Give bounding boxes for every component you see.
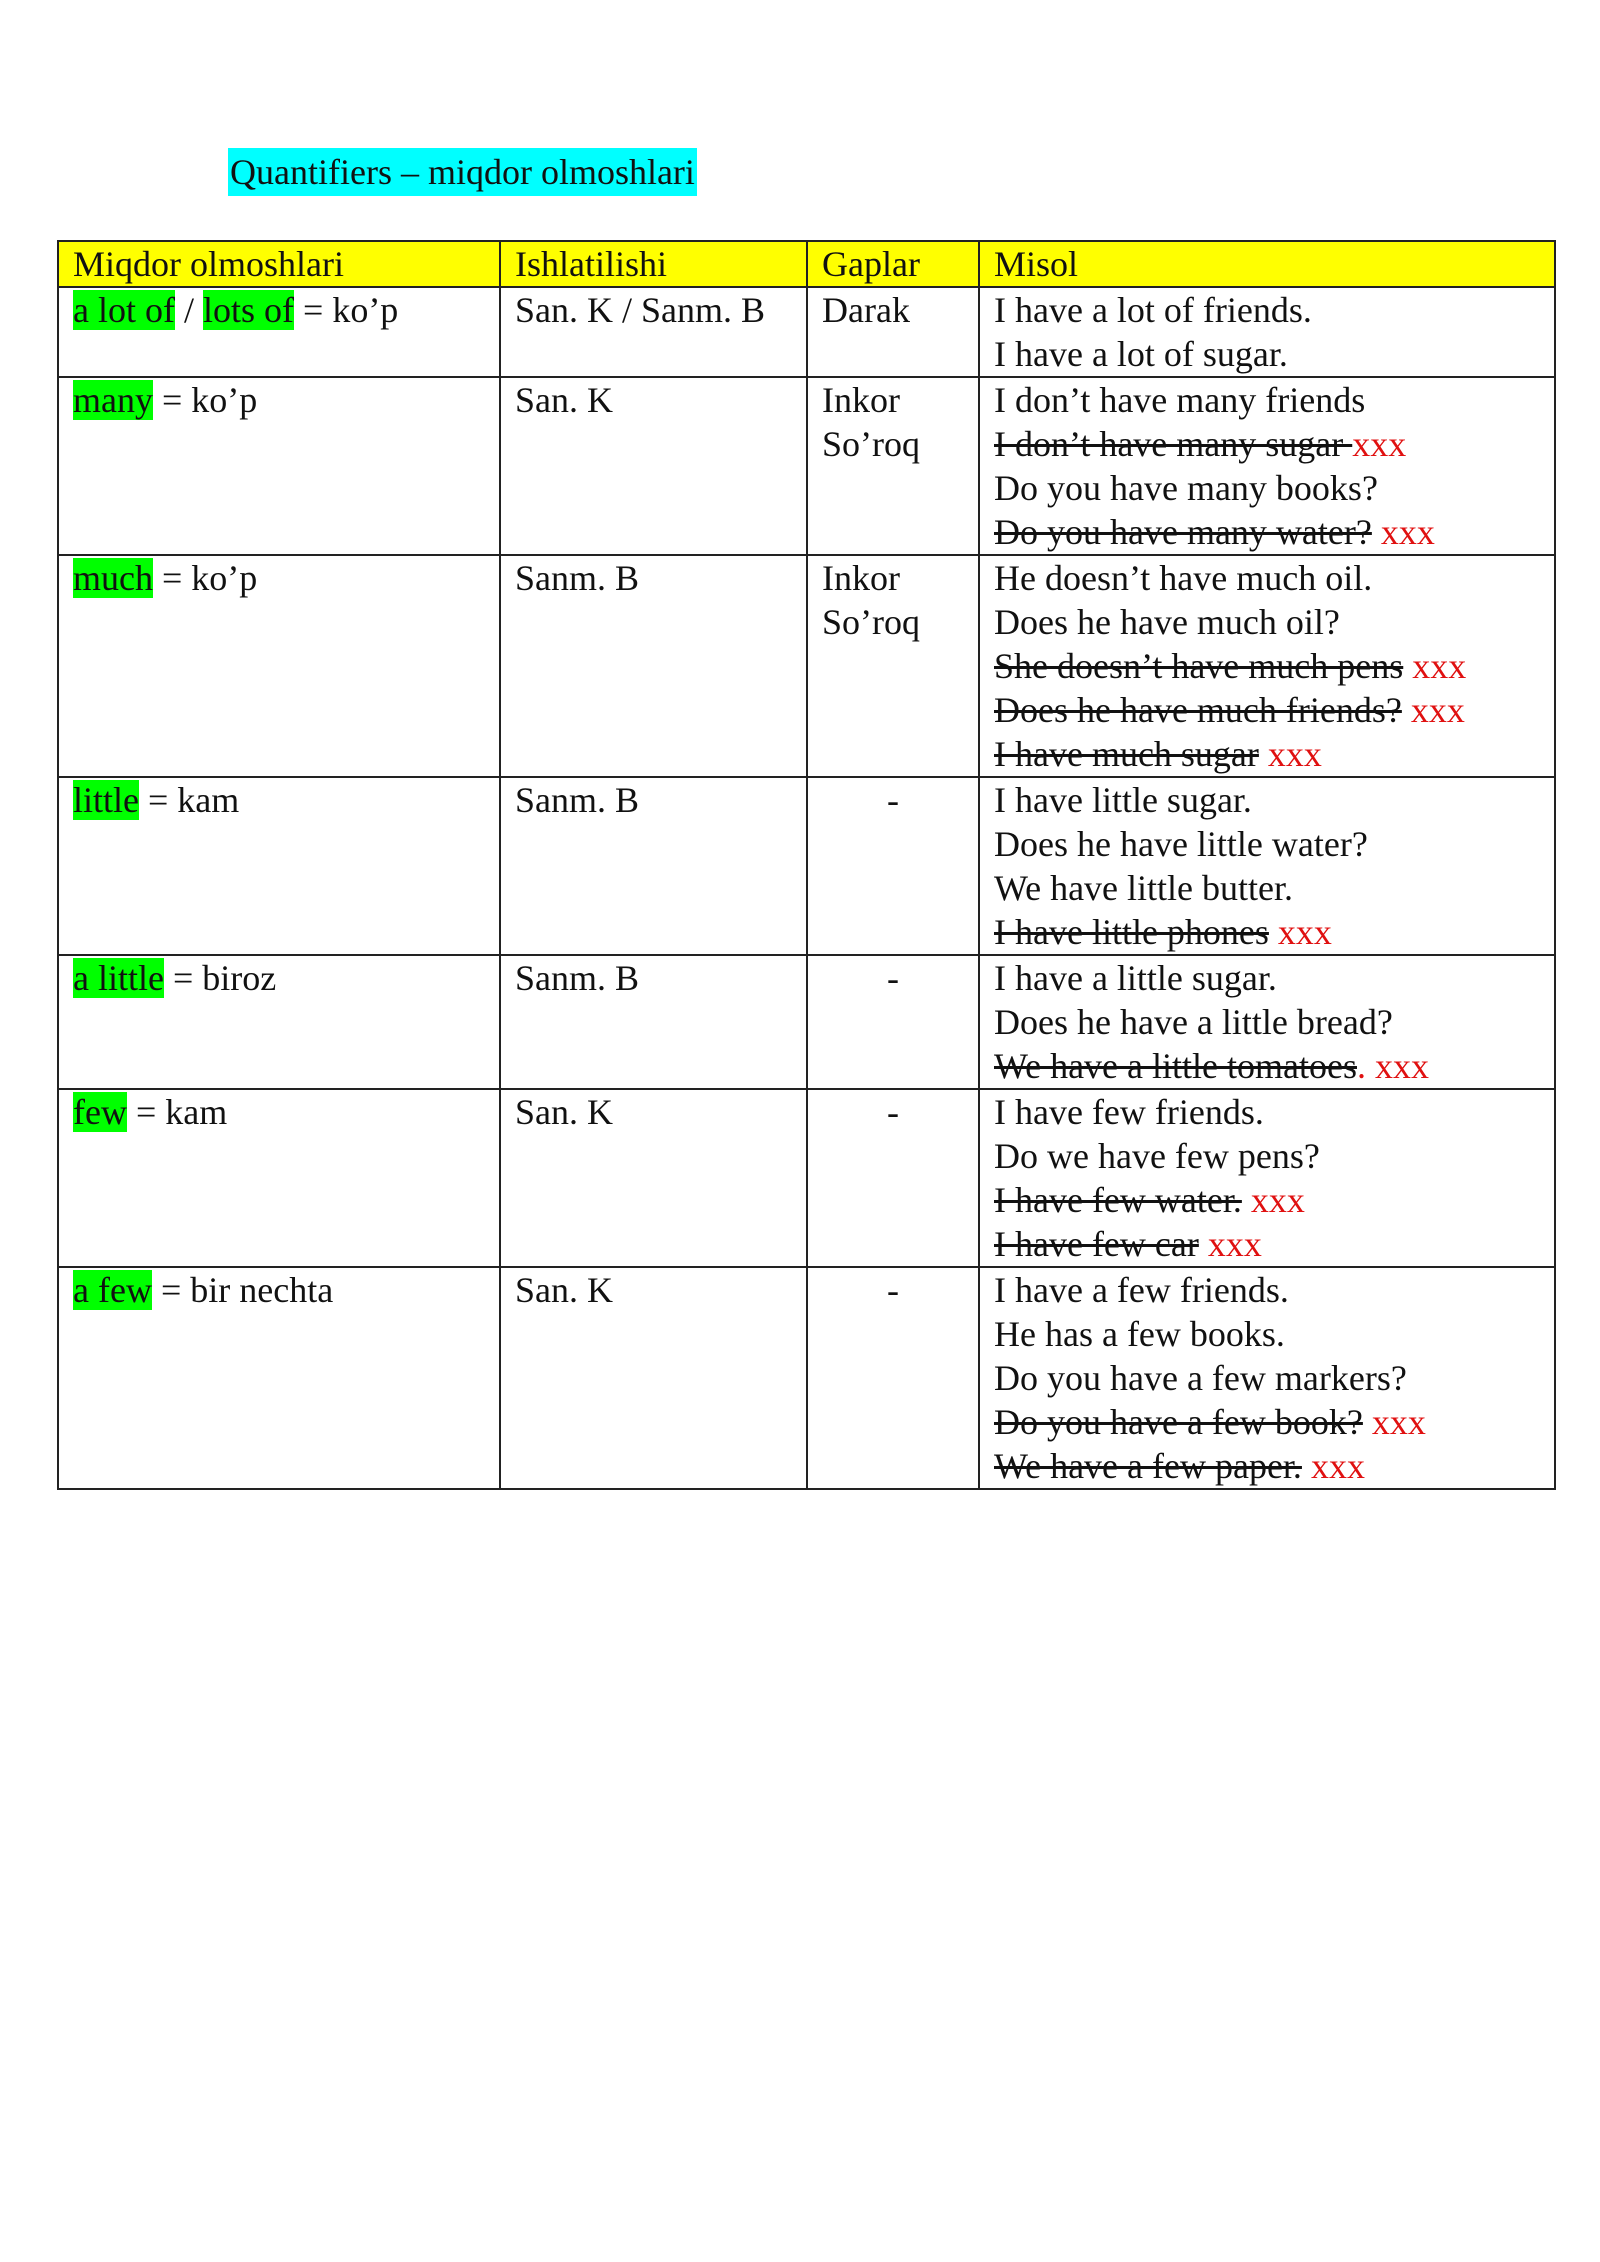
quantifier-cell — [58, 1089, 500, 1267]
usage-cell: San. K / Sanm. B — [500, 287, 807, 377]
examples-cell — [979, 1089, 1555, 1267]
wrong-example — [994, 1444, 1554, 1488]
sentence-type-cell — [807, 555, 979, 777]
error-mark: xxx — [1352, 424, 1407, 464]
example-sentence: I have a lot of sugar. — [994, 334, 1288, 374]
header-quantifiers: Miqdor olmoshlari — [58, 241, 500, 287]
example-sentence: I have few friends. — [994, 1092, 1264, 1132]
struck-sentence: We have a few paper. — [994, 1446, 1302, 1486]
sentence-type: Darak — [822, 290, 910, 330]
usage-cell: San. K — [500, 1267, 807, 1489]
sentence-type-cell: - — [807, 955, 979, 1089]
error-mark: xxx — [1268, 912, 1332, 952]
example-sentence: He has a few books. — [994, 1314, 1285, 1354]
example-sentence: Do we have few pens? — [994, 1136, 1320, 1176]
example-sentence: Do you have a few markers? — [994, 1358, 1407, 1398]
example-sentence: He doesn’t have much oil. — [994, 558, 1373, 598]
example-sentence: I have a few friends. — [994, 1270, 1289, 1310]
wrong-example — [994, 1044, 1554, 1088]
sentence-type-cell: - — [807, 777, 979, 955]
quantifier-meaning: = bir nechta — [151, 1270, 334, 1310]
quantifier-meaning: = biroz — [163, 958, 277, 998]
sentence-type: So’roq — [822, 602, 920, 642]
error-mark: xxx — [1403, 646, 1467, 686]
usage-cell: San. K — [500, 377, 807, 555]
quantifier-term: little — [73, 780, 139, 820]
header-sentence-types: Gaplar — [807, 241, 979, 287]
quantifier-cell — [58, 955, 500, 1089]
wrong-example — [994, 422, 1554, 466]
separator: / — [174, 290, 203, 330]
table-row — [58, 1267, 1555, 1489]
usage-cell: San. K — [500, 1089, 807, 1267]
header-examples: Misol — [979, 241, 1555, 287]
error-mark: xxx — [1241, 1180, 1305, 1220]
example-sentence: Does he have much oil? — [994, 602, 1340, 642]
quantifier-term: much — [73, 558, 153, 598]
sentence-type-cell — [807, 377, 979, 555]
quantifier-meaning: = kam — [139, 780, 240, 820]
example-sentence: I have little sugar. — [994, 780, 1252, 820]
usage-cell: Sanm. B — [500, 955, 807, 1089]
table-row — [58, 377, 1555, 555]
usage-cell: Sanm. B — [500, 777, 807, 955]
quantifier-cell — [58, 377, 500, 555]
usage-cell: Sanm. B — [500, 555, 807, 777]
struck-sentence: I don’t have many sugar — [994, 424, 1353, 464]
quantifiers-table — [57, 240, 1556, 1490]
wrong-example — [994, 1222, 1554, 1266]
table-row — [58, 1089, 1555, 1267]
sentence-type-cell — [807, 287, 979, 377]
quantifier-meaning: = ko’p — [294, 290, 399, 330]
examples-cell — [979, 377, 1555, 555]
sentence-type: So’roq — [822, 424, 920, 464]
error-mark: xxx — [1301, 1446, 1365, 1486]
header-usage: Ishlatilishi — [500, 241, 807, 287]
wrong-example — [994, 644, 1554, 688]
sentence-type-cell: - — [807, 1089, 979, 1267]
quantifier-term: many — [73, 380, 153, 420]
wrong-example — [994, 1178, 1554, 1222]
example-sentence: Does he have little water? — [994, 824, 1368, 864]
quantifier-cell — [58, 777, 500, 955]
quantifier-cell — [58, 287, 500, 377]
examples-cell — [979, 1267, 1555, 1489]
table-row — [58, 777, 1555, 955]
struck-sentence: Does he have much friends? — [994, 690, 1402, 730]
examples-cell — [979, 777, 1555, 955]
examples-cell — [979, 287, 1555, 377]
quantifier-term: a little — [73, 958, 164, 998]
struck-sentence: I have little phones — [994, 912, 1269, 952]
error-mark: . xxx — [1356, 1046, 1429, 1086]
quantifier-meaning: = ko’p — [152, 380, 258, 420]
example-sentence: We have little butter. — [994, 868, 1294, 908]
quantifier-term: a lot of — [73, 290, 175, 330]
wrong-example — [994, 910, 1554, 954]
examples-cell — [979, 555, 1555, 777]
error-mark: xxx — [1258, 734, 1322, 774]
example-sentence: I have a lot of friends. — [994, 290, 1312, 330]
example-sentence: Does he have a little bread? — [994, 1002, 1393, 1042]
table-header-row — [58, 241, 1555, 287]
struck-sentence: We have a little tomatoes — [994, 1046, 1357, 1086]
table-row — [58, 287, 1555, 377]
examples-cell — [979, 955, 1555, 1089]
quantifier-meaning: = ko’p — [152, 558, 258, 598]
wrong-example — [994, 732, 1554, 776]
example-sentence: I don’t have many friends — [994, 380, 1366, 420]
quantifier-cell — [58, 1267, 500, 1489]
struck-sentence: I have much sugar — [994, 734, 1259, 774]
sentence-type: Inkor — [822, 380, 900, 420]
example-sentence: I have a little sugar. — [994, 958, 1277, 998]
error-mark: xxx — [1198, 1224, 1262, 1264]
quantifier-meaning: = kam — [126, 1092, 228, 1132]
quantifier-term: few — [73, 1092, 127, 1132]
example-sentence: Do you have many books? — [994, 468, 1378, 508]
error-mark: xxx — [1362, 1402, 1426, 1442]
page-title: Quantifiers – miqdor olmoshlari — [228, 148, 697, 196]
wrong-example — [994, 688, 1554, 732]
sentence-type: Inkor — [822, 558, 900, 598]
error-mark: xxx — [1401, 690, 1465, 730]
struck-sentence: Do you have many water? — [994, 512, 1372, 552]
quantifier-term: a few — [73, 1270, 152, 1310]
error-mark: xxx — [1371, 512, 1435, 552]
struck-sentence: I have few car — [994, 1224, 1199, 1264]
table-row — [58, 555, 1555, 777]
wrong-example — [994, 1400, 1554, 1444]
sentence-type-cell: - — [807, 1267, 979, 1489]
struck-sentence: I have few water. — [994, 1180, 1242, 1220]
quantifier-term: lots of — [203, 290, 295, 330]
quantifier-cell — [58, 555, 500, 777]
wrong-example — [994, 510, 1554, 554]
struck-sentence: She doesn’t have much pens — [994, 646, 1404, 686]
struck-sentence: Do you have a few book? — [994, 1402, 1363, 1442]
table-row — [58, 955, 1555, 1089]
